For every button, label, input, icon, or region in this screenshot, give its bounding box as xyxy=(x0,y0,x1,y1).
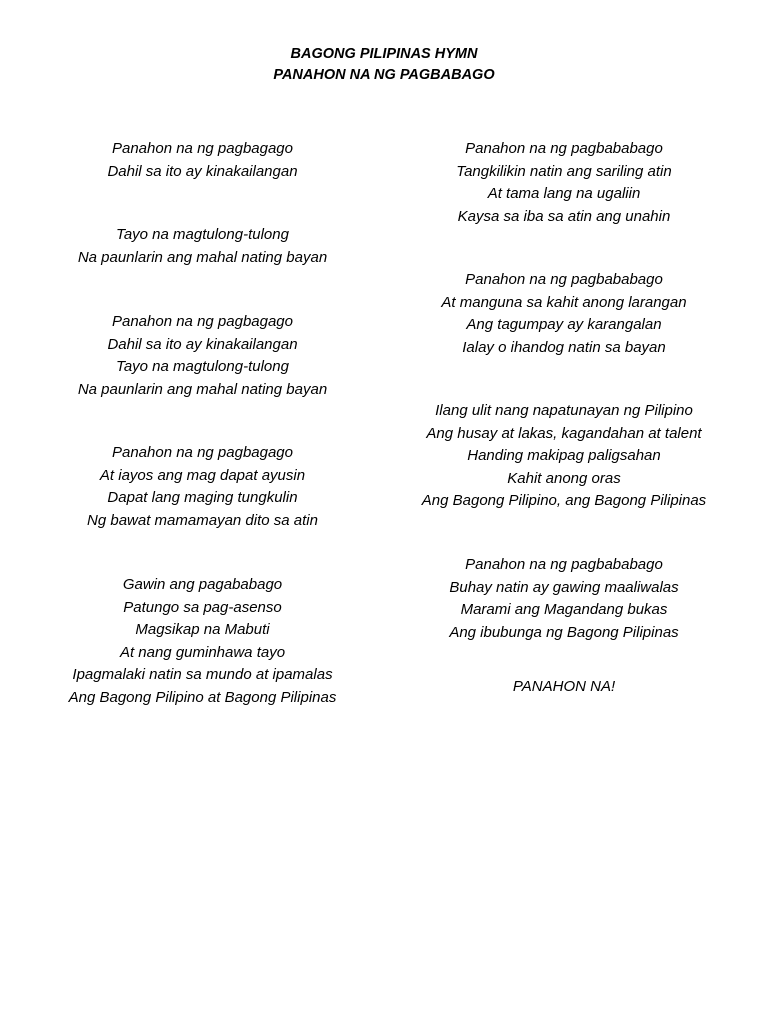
lyric-line: At nang guminhawa tayo xyxy=(119,643,286,661)
lyric-line: PANAHON NA! xyxy=(512,678,616,695)
lyric-line: Ialay o ihandog natin sa bayan xyxy=(462,338,666,356)
lyric-line: Tayo na magtulong-tulong xyxy=(116,226,289,243)
left-stanza-2 xyxy=(40,224,365,269)
lyric-line: Dahil sa ito ay kinakailangan xyxy=(107,162,298,180)
lyric-line: Tayo na magtulong-tulong xyxy=(116,358,289,375)
lyric-line: Kaysa sa iba sa atin ang unahin xyxy=(457,207,671,225)
lyric-line: Dahil sa ito ay kinakailangan xyxy=(107,335,298,353)
lyric-line: Panahon na ng pagbababago xyxy=(465,271,663,288)
lyric-line: Dapat lang maging tungkulin xyxy=(107,489,298,506)
lyric-line: Tangkilikin natin ang sariling atin xyxy=(456,162,672,180)
right-stanza-3 xyxy=(398,400,730,513)
lyric-line: Na paunlarin ang mahal nating bayan xyxy=(77,248,328,266)
lyric-line: Patungo sa pag-asenso xyxy=(123,598,282,616)
lyric-line: Gawin ang pagababago xyxy=(122,576,283,593)
lyric-line: Handing makipag paligsahan xyxy=(467,447,661,464)
lyric-line: Magsikap na Mabuti xyxy=(135,621,270,638)
right-stanza-4 xyxy=(398,554,730,644)
left-stanza-5 xyxy=(40,574,365,709)
right-stanza-2 xyxy=(398,269,730,359)
lyric-line: Panahon na ng pagbagago xyxy=(111,444,293,461)
lyric-line: Panahon na ng pagbagago xyxy=(111,313,293,330)
title-line-1: BAGONG PILIPINAS HYMN xyxy=(290,46,478,62)
lyric-line: Ang husay at lakas, kagandahan at talent xyxy=(426,424,702,442)
lyric-line: Ipagmalaki natin sa mundo at ipamalas xyxy=(72,666,333,683)
lyric-line: Ang ibubunga ng Bagong Pilipinas xyxy=(449,623,679,641)
lyric-line: Na paunlarin ang mahal nating bayan xyxy=(77,380,328,398)
lyric-line: Marami ang Magandang bukas xyxy=(460,601,668,618)
left-stanza-4 xyxy=(40,442,365,532)
right-stanza-1 xyxy=(398,138,730,228)
right-stanza-5 xyxy=(398,676,730,699)
song-title xyxy=(0,44,768,86)
lyric-line: Buhay natin ay gawing maaliwalas xyxy=(449,578,679,596)
lyric-line: Kahit anong oras xyxy=(507,469,621,487)
left-stanza-3 xyxy=(40,311,365,401)
lyric-line: Ilang ulit nang napatunayan ng Pilipino xyxy=(435,402,693,419)
title-line-2: PANAHON NA NG PAGBABAGO xyxy=(273,67,495,83)
lyric-line: At iayos ang mag dapat ayusin xyxy=(99,466,306,484)
lyric-line: Ang tagumpay ay karangalan xyxy=(466,316,662,333)
lyric-line: At tama lang na ugaliin xyxy=(487,185,641,202)
lyric-line: At manguna sa kahit anong larangan xyxy=(441,293,687,311)
lyric-line: Ang Bagong Pilipino, ang Bagong Pilipinas xyxy=(421,492,707,509)
lyric-line: Ang Bagong Pilipino at Bagong Pilipinas xyxy=(68,688,337,706)
lyric-line: Panahon na ng pagbababago xyxy=(465,556,663,573)
lyric-line: Panahon na ng pagbagago xyxy=(111,140,293,157)
lyric-line: Panahon na ng pagbababago xyxy=(465,140,663,157)
left-stanza-1 xyxy=(40,138,365,183)
lyric-line: Ng bawat mamamayan dito sa atin xyxy=(87,511,318,529)
